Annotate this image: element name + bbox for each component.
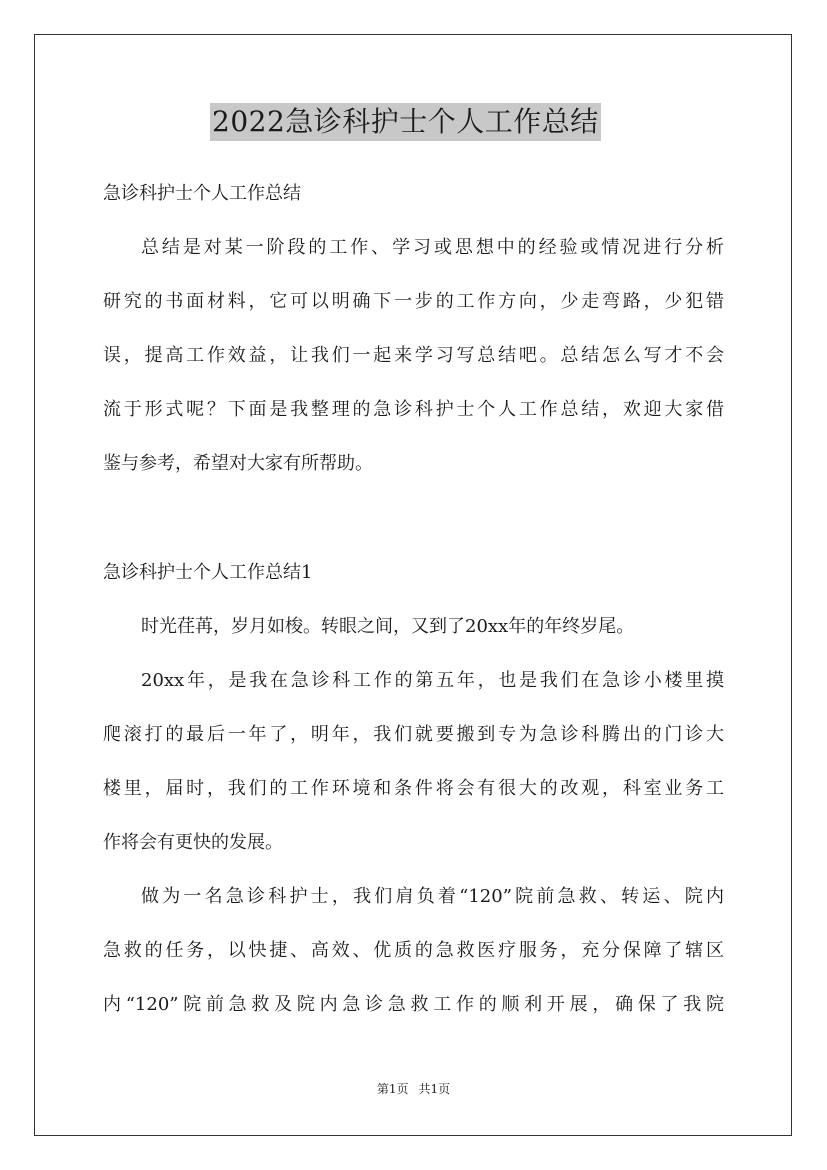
paragraph-line: 总结是对某一阶段的工作、学习或思想中的经验或情况进行分析 <box>141 237 724 258</box>
paragraph-line: 鉴与参考，希望对大家有所帮助。 <box>103 453 373 474</box>
paragraph-line: 内“120”院前急救及院内急诊急救工作的顺利开展，确保了我院 <box>103 994 724 1015</box>
paragraph-line: 做为一名急诊科护士，我们肩负着“120”院前急救、转运、院内 <box>141 886 724 907</box>
paragraph-line: 流于形式呢？下面是我整理的急诊科护士个人工作总结，欢迎大家借 <box>103 399 724 420</box>
page-number: 第1页 <box>376 1082 409 1096</box>
page-total: 共1页 <box>418 1082 451 1096</box>
paragraph-line: 时光荏苒，岁月如梭。转眼之间，又到了20xx年的年终岁尾。 <box>141 616 635 637</box>
paragraph-line: 急救的任务，以快捷、高效、优质的急救医疗服务，充分保障了辖区 <box>103 940 724 961</box>
section-heading: 急诊科护士个人工作总结1 <box>103 562 313 583</box>
paragraph-line: 研究的书面材料，它可以明确下一步的工作方向，少走弯路，少犯错 <box>103 291 724 312</box>
paragraph-line: 爬滚打的最后一年了，明年，我们就要搬到专为急诊科腾出的门诊大 <box>103 724 724 745</box>
page-footer <box>0 1081 827 1097</box>
intro-heading: 急诊科护士个人工作总结 <box>103 183 301 204</box>
document-title: 2022急诊科护士个人工作总结 <box>210 103 601 141</box>
paragraph-line: 楼里，届时，我们的工作环境和条件将会有很大的改观，科室业务工 <box>103 778 724 799</box>
paragraph-line: 误，提高工作效益，让我们一起来学习写总结吧。总结怎么写才不会 <box>103 345 724 366</box>
paragraph-line: 20xx年，是我在急诊科工作的第五年，也是我们在急诊小楼里摸 <box>141 670 724 691</box>
paragraph-line: 作将会有更快的发展。 <box>103 832 283 853</box>
